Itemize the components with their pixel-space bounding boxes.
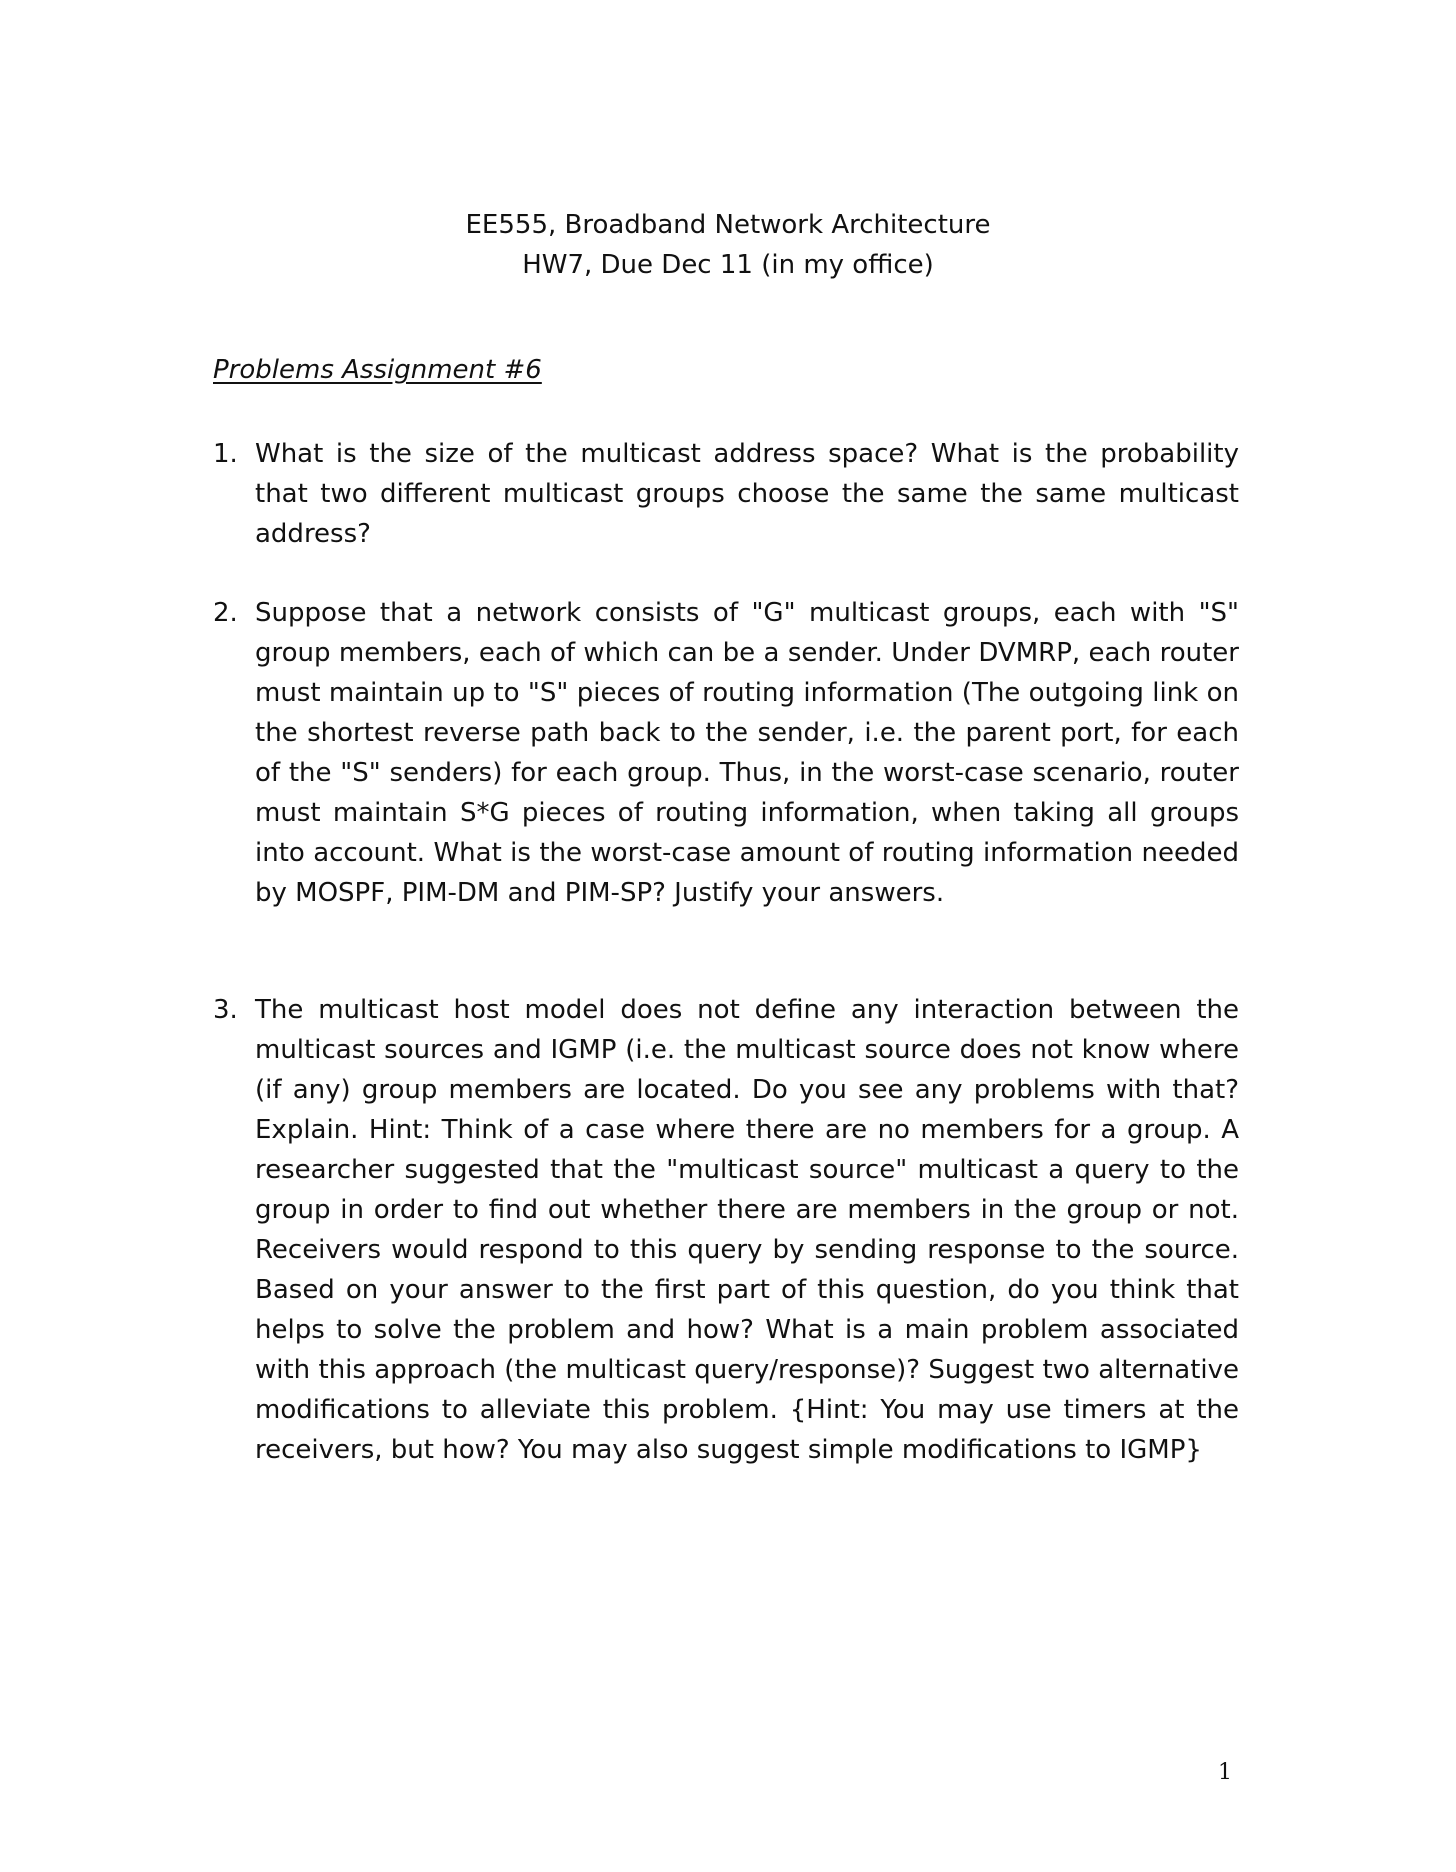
course-title: EE555, Broadband Network Architecture	[465, 210, 991, 240]
problem-text: What is the size of the multicast address space? What is the probability that two different multicast groups choose the same the same multicast address?	[255, 439, 1239, 549]
problem-number: 3.	[213, 995, 238, 1025]
problem-item	[213, 434, 1239, 554]
section-heading: Problems Assignment #6	[213, 355, 542, 385]
problem-text: The multicast host model does not define any interaction between the multicast sources and IGMP (i.e. the multicast source does not know where (if any) group members are located. Do you see any problems with that? Explain. Hint: Think of a case where there are no members for a group. A researcher suggested that the "multicast source" multicast a query to the group in order to find out whether there are members in the group or not. Receivers would respond to this query by sending response to the source. Based on your answer to the first part of this question, do you think that helps to solve the problem and how? What is a main problem associated with this approach (the multicast query/response)? Suggest two alternative modifications to alleviate this problem. {Hint: You may use timers at the receivers, but how? You may also suggest simple modifications to IGMP}	[255, 995, 1239, 1465]
problem-item	[213, 990, 1239, 1470]
problem-text: Suppose that a network consists of "G" multicast groups, each with "S" group members, each of which can be a sender. Under DVMRP, each router must maintain up to "S" pieces of routing information (The outgoing link on the shortest reverse path back to the sender, i.e. the parent port, for each of the "S" senders) for each group. Thus, in the worst-case scenario, router must maintain S*G pieces of routing information, when taking all groups into account. What is the worst-case amount of routing information needed by MOSPF, PIM-DM and PIM-SP? Justify your answers.	[255, 598, 1239, 908]
problem-number: 2.	[213, 598, 238, 628]
page-number: 1	[1218, 1760, 1232, 1785]
homework-due-line: HW7, Due Dec 11 (in my office)	[522, 250, 934, 280]
problem-number: 1.	[213, 439, 238, 469]
problem-item	[213, 593, 1239, 913]
